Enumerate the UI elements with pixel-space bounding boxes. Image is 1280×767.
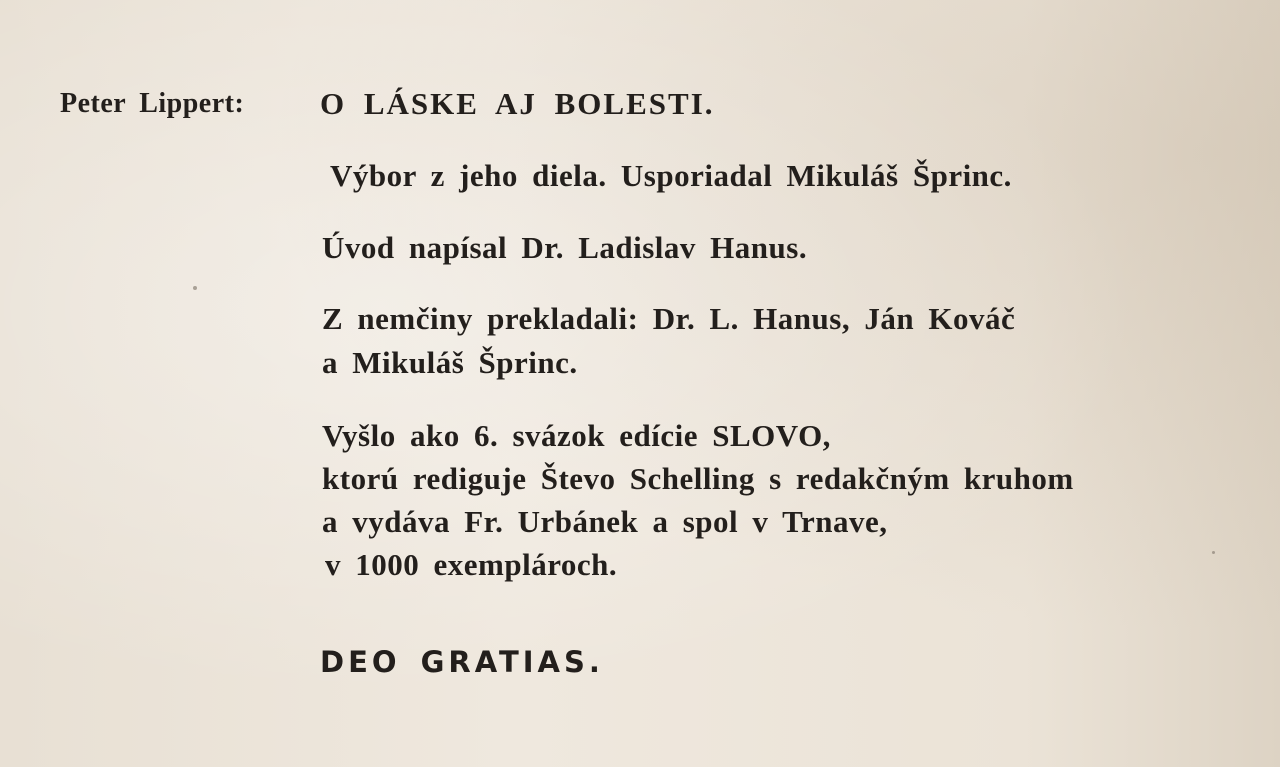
- introduction-line: Úvod napísal Dr. Ladislav Hanus.: [322, 230, 808, 265]
- author-name: Peter Lippert:: [60, 88, 245, 119]
- publication-line: ktorú rediguje Števo Schelling s redakčným kruhom: [322, 461, 1074, 496]
- translation-line: Z nemčiny prekladali: Dr. L. Hanus, Ján Kováč: [322, 301, 1016, 336]
- publication-line: v 1000 exemplároch.: [325, 547, 618, 582]
- translation-line: a Mikuláš Šprinc.: [322, 345, 578, 380]
- publication-line: Vyšlo ako 6. svázok edície SLOVO,: [322, 418, 831, 453]
- paper-speck: [1212, 551, 1215, 554]
- book-title: O LÁSKE AJ BOLESTI.: [320, 86, 715, 121]
- paper-speck: [193, 286, 197, 290]
- closing-text: DEO GRATIAS.: [320, 645, 604, 679]
- publication-line: a vydáva Fr. Urbánek a spol v Trnave,: [322, 504, 888, 539]
- selection-line: Výbor z jeho diela. Usporiadal Mikuláš Šprinc.: [330, 158, 1012, 193]
